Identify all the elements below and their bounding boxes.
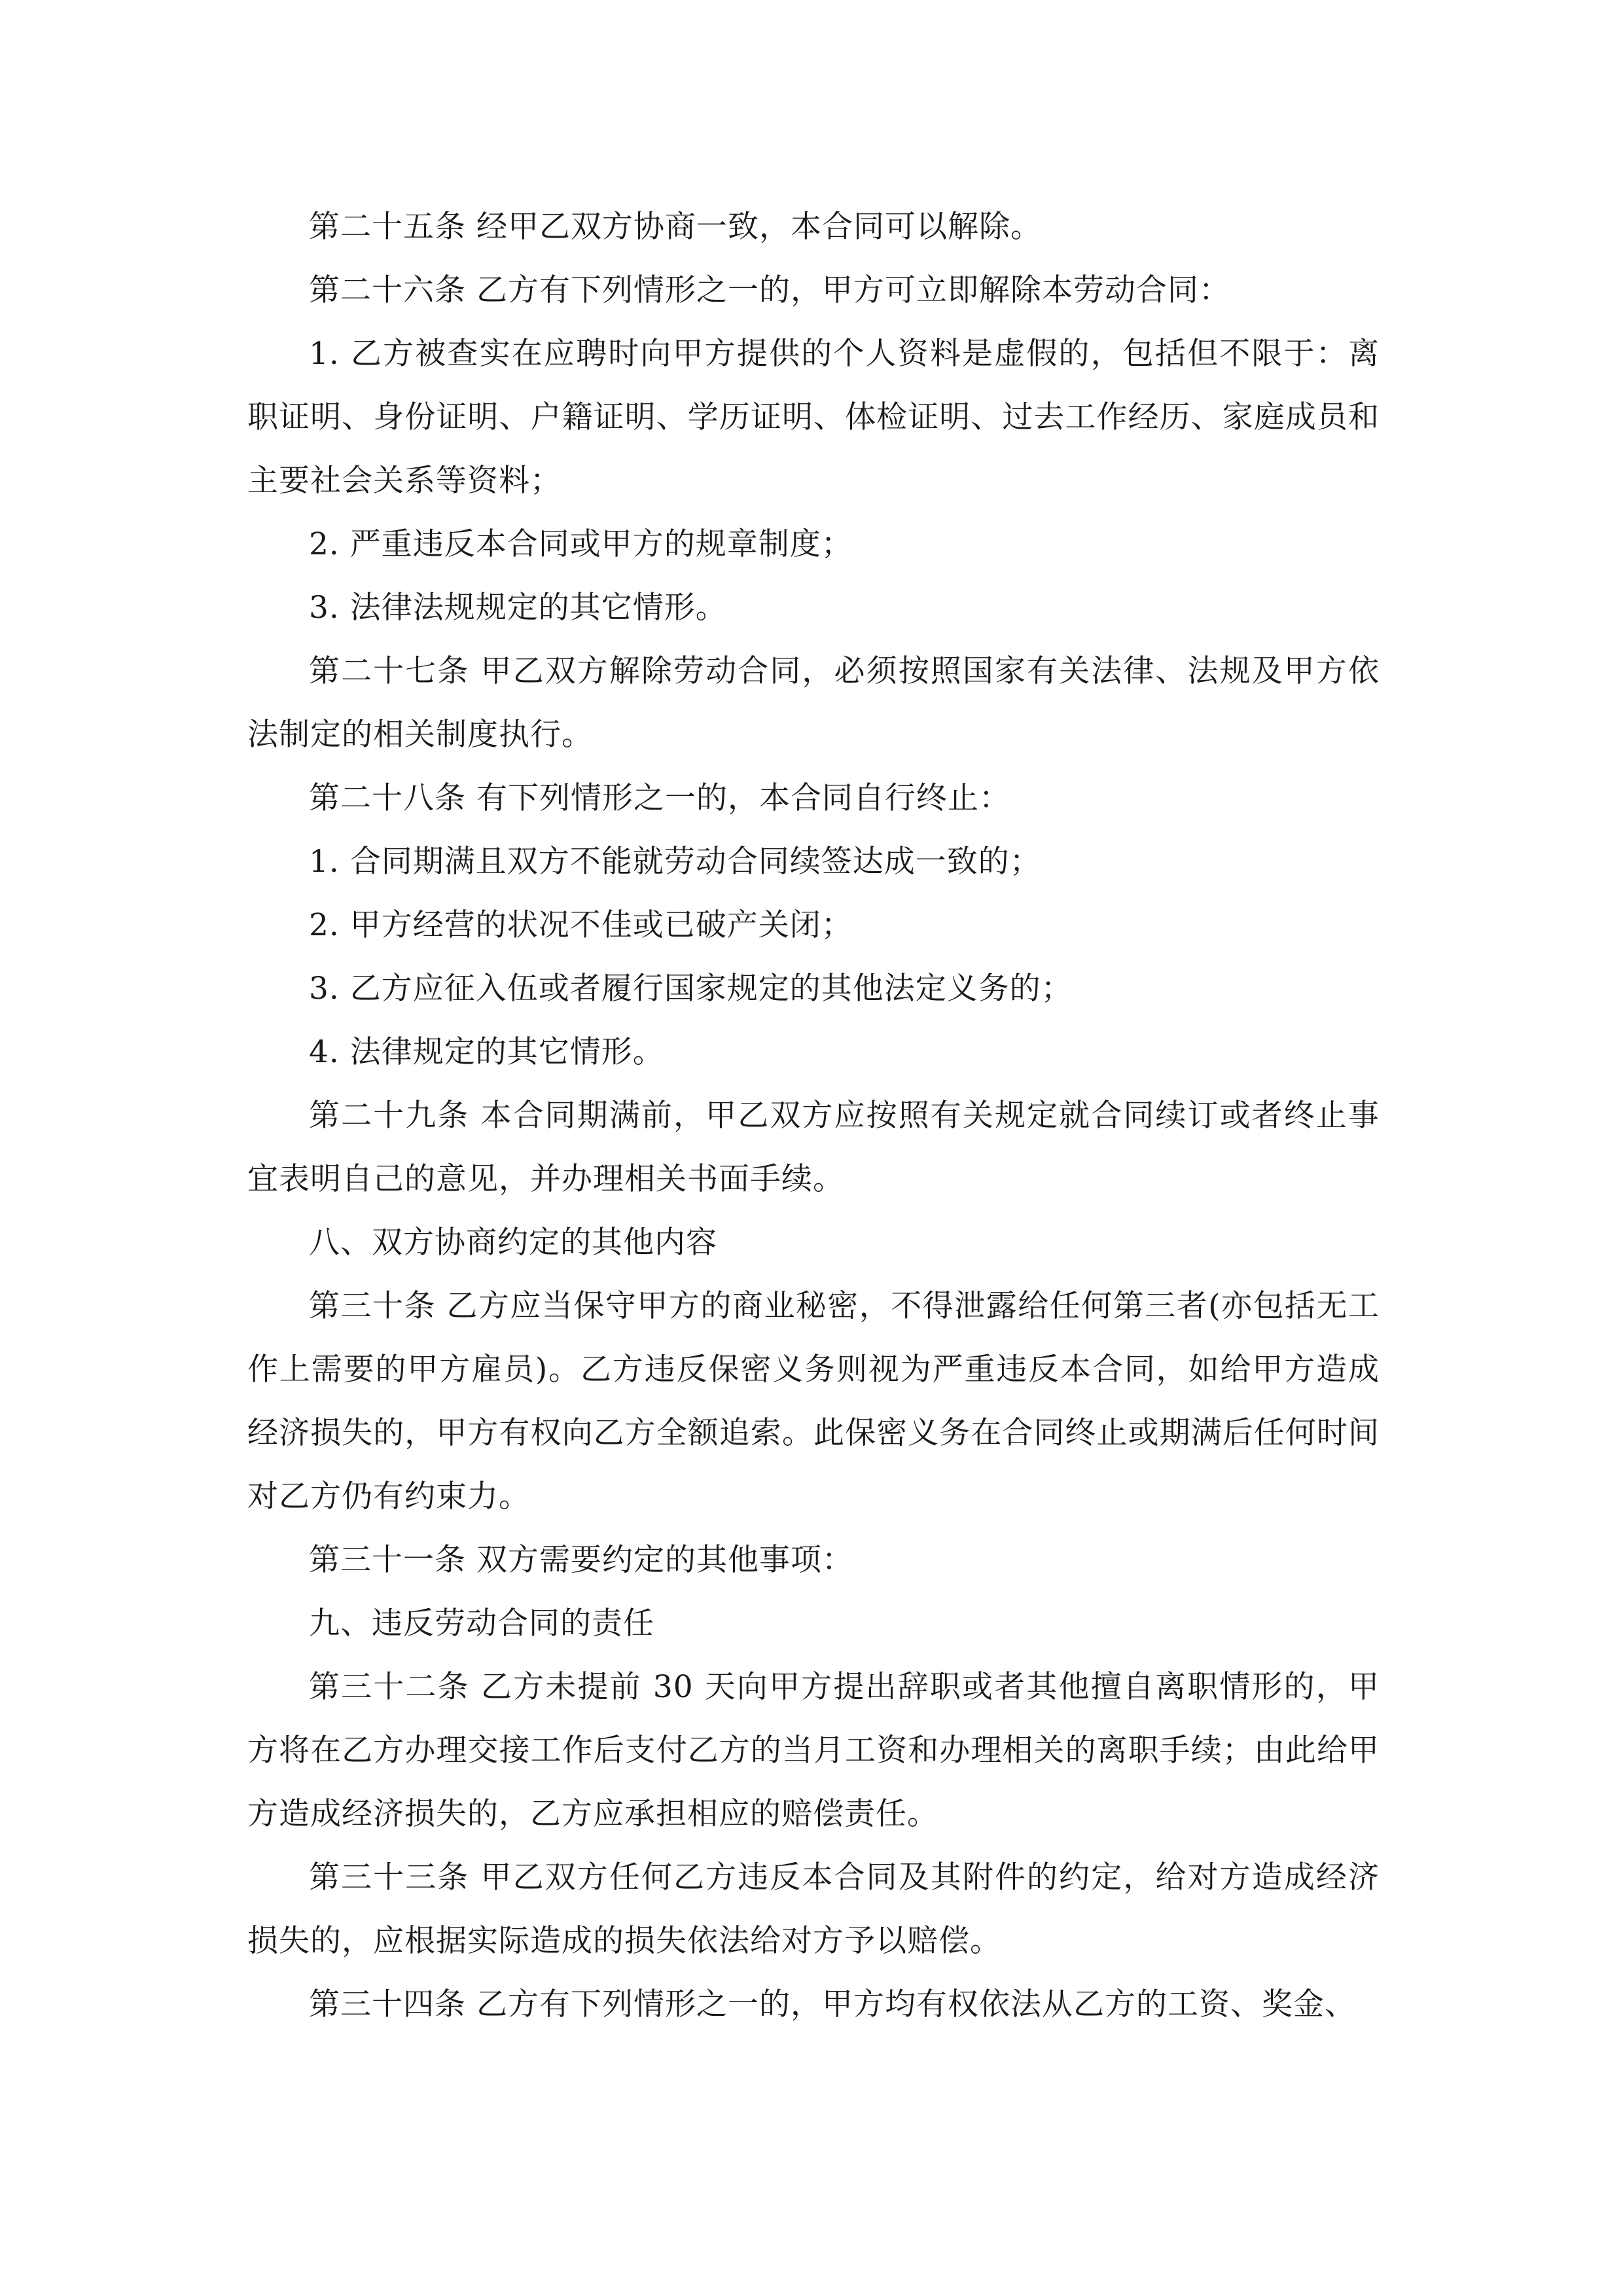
article-33: 第三十三条 甲乙双方任何乙方违反本合同及其附件的约定，给对方造成经济损失的，应根据实际造成的损失依法给对方予以赔偿。 [247, 1859, 1380, 1959]
article-28-item-3: 3. 乙方应征入伍或者履行国家规定的其他法定义务的； [309, 971, 1073, 1007]
article-30: 第三十条 乙方应当保守甲方的商业秘密，不得泄露给任何第三者(亦包括无工作上需要的甲方雇员)。乙方违反保密义务则视为严重违反本合同，如给甲方造成经济损失的，甲方有权向乙方全额追索。此保密义务在合同终止或期满后任何时间对乙方仍有约束力。 [247, 1288, 1380, 1515]
article-26-item-2: 2. 严重违反本合同或甲方的规章制度； [309, 526, 853, 562]
article-28-item-4: 4. 法律规定的其它情形。 [309, 1034, 664, 1070]
article-28-item-2: 2. 甲方经营的状况不佳或已破产关闭； [309, 907, 853, 943]
article-27: 第二十七条 甲乙双方解除劳动合同，必须按照国家有关法律、法规及甲方依法制定的相关制度执行。 [247, 653, 1380, 753]
article-31: 第三十一条 双方需要约定的其他事项： [309, 1542, 853, 1578]
article-29: 第二十九条 本合同期满前，甲乙双方应按照有关规定就合同续订或者终止事宜表明自己的意见，并办理相关书面手续。 [247, 1098, 1380, 1197]
document-body [247, 195, 1380, 2036]
article-34: 第三十四条 乙方有下列情形之一的，甲方均有权依法从乙方的工资、奖金、 [309, 1986, 1356, 2022]
article-26-item-3: 3. 法律法规规定的其它情形。 [309, 590, 727, 626]
article-28: 第二十八条 有下列情形之一的，本合同自行终止： [309, 780, 1010, 816]
article-26: 第二十六条 乙方有下列情形之一的，甲方可立即解除本劳动合同： [309, 272, 1230, 308]
article-32: 第三十二条 乙方未提前 30 天向甲方提出辞职或者其他擅自离职情形的，甲方将在乙方办理交接工作后支付乙方的当月工资和办理相关的离职手续；由此给甲方造成经济损失的，乙方应承担相应的赔偿责任。 [247, 1669, 1380, 1832]
article-25: 第二十五条 经甲乙双方协商一致，本合同可以解除。 [309, 209, 1042, 245]
section-heading-8: 八、双方协商约定的其他内容 [309, 1225, 717, 1261]
section-heading-9: 九、违反劳动合同的责任 [309, 1605, 654, 1641]
article-26-item-1: 1. 乙方被查实在应聘时向甲方提供的个人资料是虚假的，包括但不限于：离职证明、身份证明、户籍证明、学历证明、体检证明、过去工作经历、家庭成员和主要社会关系等资料； [247, 336, 1380, 499]
article-28-item-1: 1. 合同期满且双方不能就劳动合同续签达成一致的； [309, 844, 1041, 880]
